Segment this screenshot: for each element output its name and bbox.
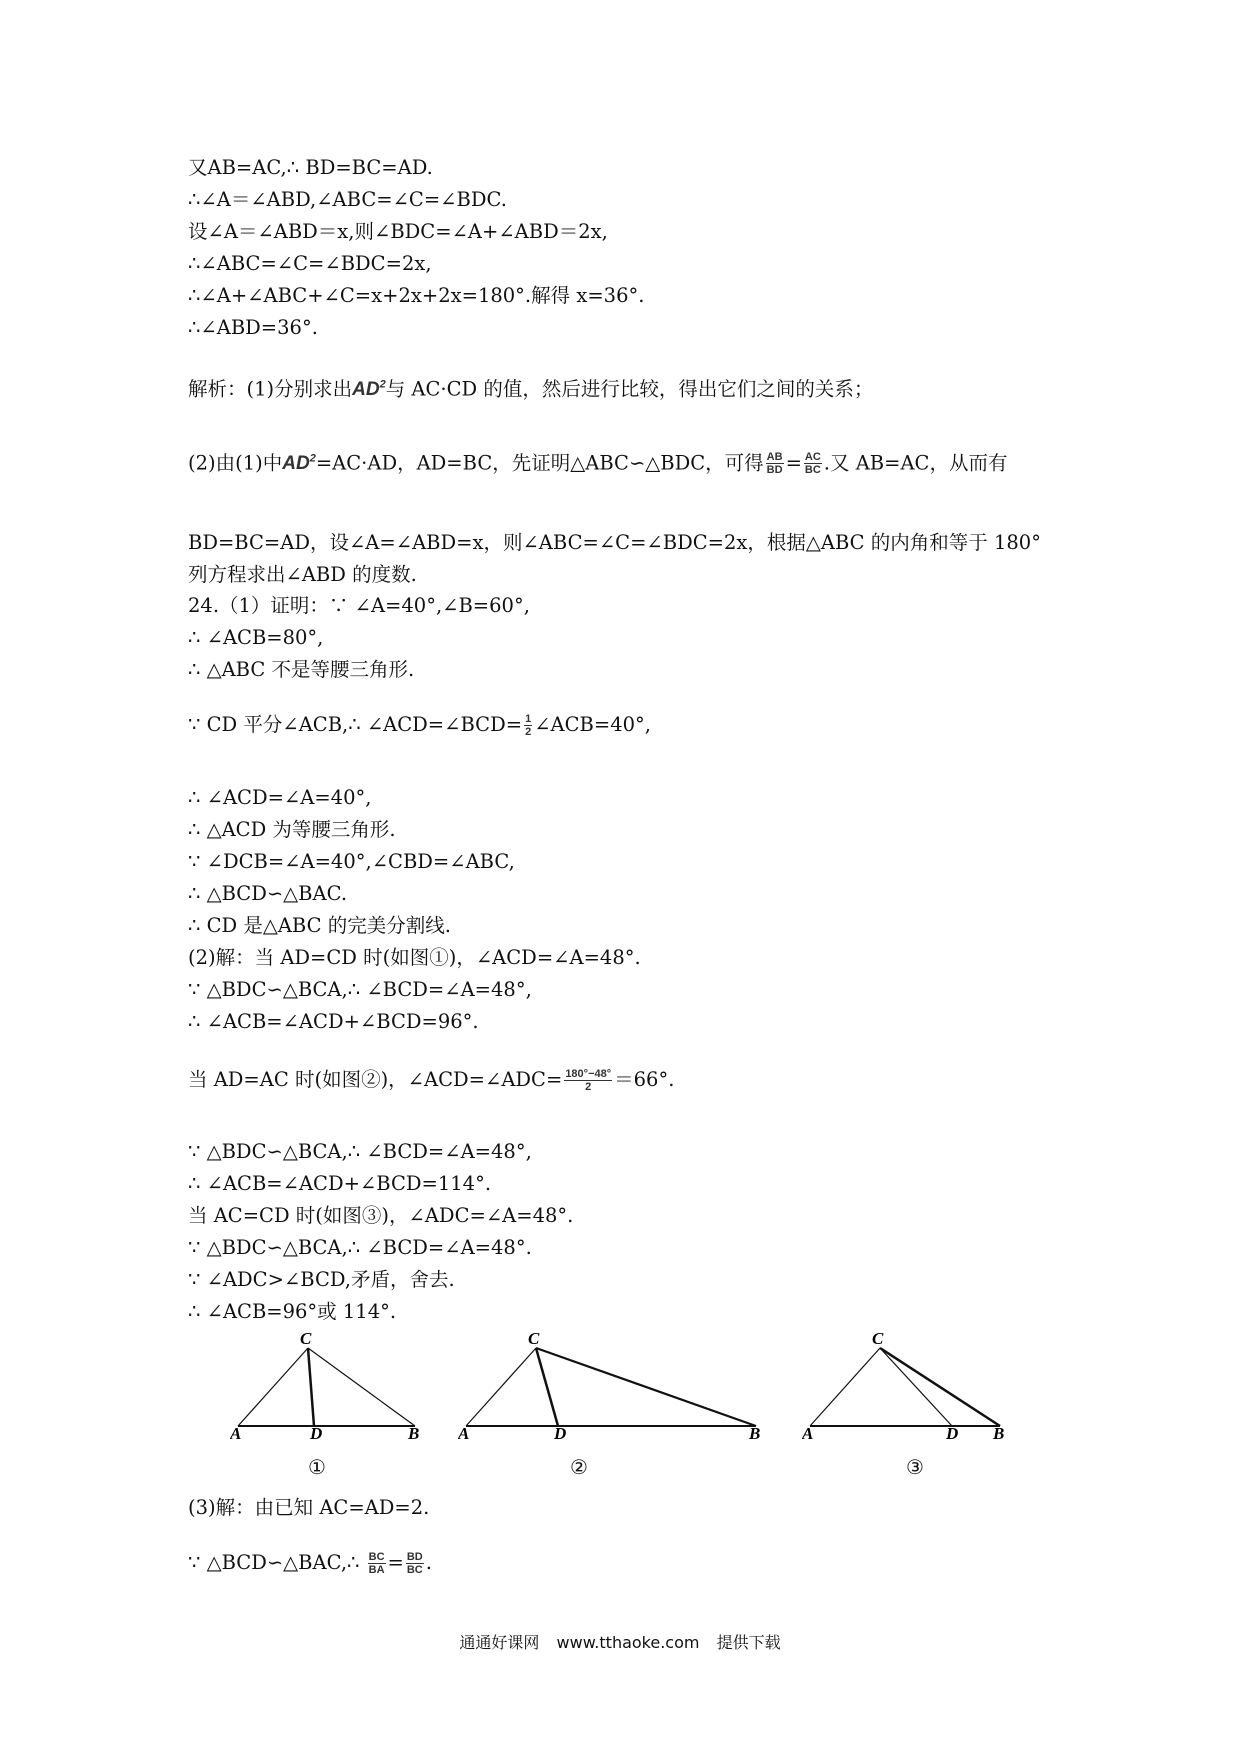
text-line: BD=BC=AD，设∠A=∠ABD=x，则∠ABC=∠C=∠BDC=2x，根据△ABC 的内角和等于 180° [188, 531, 1041, 554]
figure-2 [458, 1330, 768, 1440]
page-footer [0, 1630, 1240, 1653]
text-line: (2)解：当 AD=CD 时(如图①)，∠ACD=∠A=48°. [188, 946, 641, 969]
label-c: C [872, 1330, 884, 1348]
ad2-base: AD [282, 453, 310, 475]
figure-1 [230, 1330, 430, 1440]
text-line: ∴ △ABC 不是等腰三角形. [188, 658, 415, 681]
text-line: ∴∠A＝∠ABD,∠ABC=∠C=∠BDC. [188, 188, 507, 211]
ratio-prefix: ∵ △BCD∽△BAC,∴ [188, 1551, 366, 1574]
equals-sign: = [387, 1551, 404, 1574]
text-line: ∴ △ACD 为等腰三角形. [188, 818, 396, 841]
ad2-exp: 2 [309, 453, 316, 465]
fraction-ac-bc [804, 451, 822, 476]
fraction-ab-bd [766, 451, 784, 476]
frac-num: AB [766, 451, 783, 464]
text-line: 设∠A＝∠ABD＝x,则∠BDC=∠A+∠ABD＝2x, [188, 220, 608, 243]
ad-squared [352, 379, 386, 400]
label-a: A [458, 1424, 470, 1440]
text-line: ∴ ∠ACB=∠ACD+∠BCD=96°. [188, 1010, 479, 1033]
label-c: C [528, 1330, 540, 1348]
fraction-angle [564, 1068, 612, 1093]
segment-cb [536, 1348, 756, 1426]
text-line: 24.（1）证明：∵ ∠A=40°,∠B=60°, [188, 594, 530, 617]
text-line: ∴∠ABD=36°. [188, 316, 318, 339]
frac-den: 2 [585, 1081, 592, 1093]
text-line: ∴ ∠ACB=∠ACD+∠BCD=114°. [188, 1172, 492, 1195]
text-line: ∵ △BDC∽△BCA,∴ ∠BCD=∠A=48°, [188, 978, 532, 1001]
label-a: A [802, 1424, 814, 1440]
text-line: (3)解：由已知 AC=AD=2. [188, 1496, 430, 1519]
text-line: ∴ CD 是△ABC 的完美分割线. [188, 914, 451, 937]
analysis2-prefix: (2)由(1)中 [188, 451, 283, 475]
footer-site-name: 通通好课网 [459, 1633, 540, 1652]
text-line: 又AB=AC,∴ BD=BC=AD. [188, 156, 433, 179]
footer-url-link[interactable]: www.tthaoke.com [556, 1633, 700, 1652]
footer-download-text: 提供下载 [716, 1633, 781, 1652]
fraction-half [524, 713, 532, 738]
analysis2-mid: =AC·AD，AD=BC，先证明△ABC∽△BDC，可得 [315, 451, 764, 475]
figure-2-label: ② [570, 1455, 588, 1479]
equals-sign: = [785, 451, 802, 475]
similarity-ratio-line [188, 1550, 432, 1576]
text-line: ∴∠A+∠ABC+∠C=x+2x+2x=180°.解得 x=36°. [188, 284, 645, 307]
segment-ac [238, 1348, 308, 1426]
text-line: ∵ ∠DCB=∠A=40°,∠CBD=∠ABC, [188, 850, 515, 873]
frac-den: BC [804, 464, 821, 477]
text-line: ∴∠ABC=∠C=∠BDC=2x, [188, 252, 432, 275]
frac-num: AC [804, 451, 821, 464]
analysis-part1 [188, 372, 873, 403]
frac-den: BD [766, 464, 783, 477]
cd-bisect-line [188, 712, 651, 738]
frac-num: 180°−48° [565, 1068, 612, 1080]
analysis1-prefix: 解析：(1)分别求出 [188, 377, 353, 401]
text-line: ∵ ∠ADC>∠BCD,矛盾，舍去. [188, 1268, 455, 1291]
segment-ac [810, 1348, 880, 1426]
label-c: C [300, 1330, 312, 1348]
label-a: A [230, 1424, 242, 1440]
ad-ac-line [188, 1067, 674, 1093]
cd-line-suffix: ∠ACB=40°, [534, 713, 651, 736]
analysis1-suffix: 与 AC·CD 的值，然后进行比较，得出它们之间的关系； [385, 377, 874, 401]
figure-3 [802, 1330, 1022, 1440]
label-d: D [554, 1424, 567, 1440]
segment-cd [308, 1348, 314, 1426]
label-d: D [946, 1424, 959, 1440]
text-line: ∴ ∠ACB=80°, [188, 626, 324, 649]
segment-ac [466, 1348, 536, 1426]
text-line: ∴ △BCD∽△BAC. [188, 882, 348, 905]
segment-cb [880, 1348, 1000, 1426]
text-line: ∴ ∠ACD=∠A=40°, [188, 786, 372, 809]
ad-ac-suffix: ＝66°. [614, 1068, 675, 1091]
fraction-bd-bc [406, 1551, 424, 1576]
cd-line-prefix: ∵ CD 平分∠ACB,∴ ∠ACD=∠BCD= [188, 713, 523, 736]
text-line: 当 AC=CD 时(如图③)，∠ADC=∠A=48°. [188, 1204, 574, 1227]
ad-ac-prefix: 当 AD=AC 时(如图②)，∠ACD=∠ADC= [188, 1068, 563, 1091]
label-b: B [408, 1424, 420, 1440]
text-line: ∴ ∠ACB=96°或 114°. [188, 1300, 397, 1323]
label-b: B [993, 1424, 1005, 1440]
frac-num: BD [406, 1551, 423, 1563]
frac-den: BA [368, 1564, 385, 1576]
text-line: ∵ △BDC∽△BCA,∴ ∠BCD=∠A=48°, [188, 1140, 532, 1163]
ad-squared [282, 453, 316, 474]
frac-num: BC [368, 1551, 385, 1563]
ad2-base: AD [352, 379, 380, 401]
text-line: 列方程求出∠ABD 的度数. [188, 563, 417, 586]
figure-3-label: ③ [906, 1455, 924, 1479]
text-line: ∵ △BDC∽△BCA,∴ ∠BCD=∠A=48°. [188, 1236, 532, 1259]
segment-cd [536, 1348, 558, 1426]
frac-den: BC [406, 1564, 423, 1576]
fraction-bc-ba [368, 1551, 386, 1576]
analysis-part2 [188, 446, 1007, 477]
figure-1-label: ① [308, 1455, 326, 1479]
label-b: B [749, 1424, 761, 1440]
segment-cb [308, 1348, 415, 1426]
frac-num: 1 [525, 713, 532, 725]
ad2-exp: 2 [379, 379, 386, 391]
analysis2-suffix: .又 AB=AC，从而有 [823, 451, 1008, 475]
label-d: D [310, 1424, 323, 1440]
frac-den: 2 [525, 726, 532, 738]
ratio-suffix: . [425, 1551, 432, 1574]
